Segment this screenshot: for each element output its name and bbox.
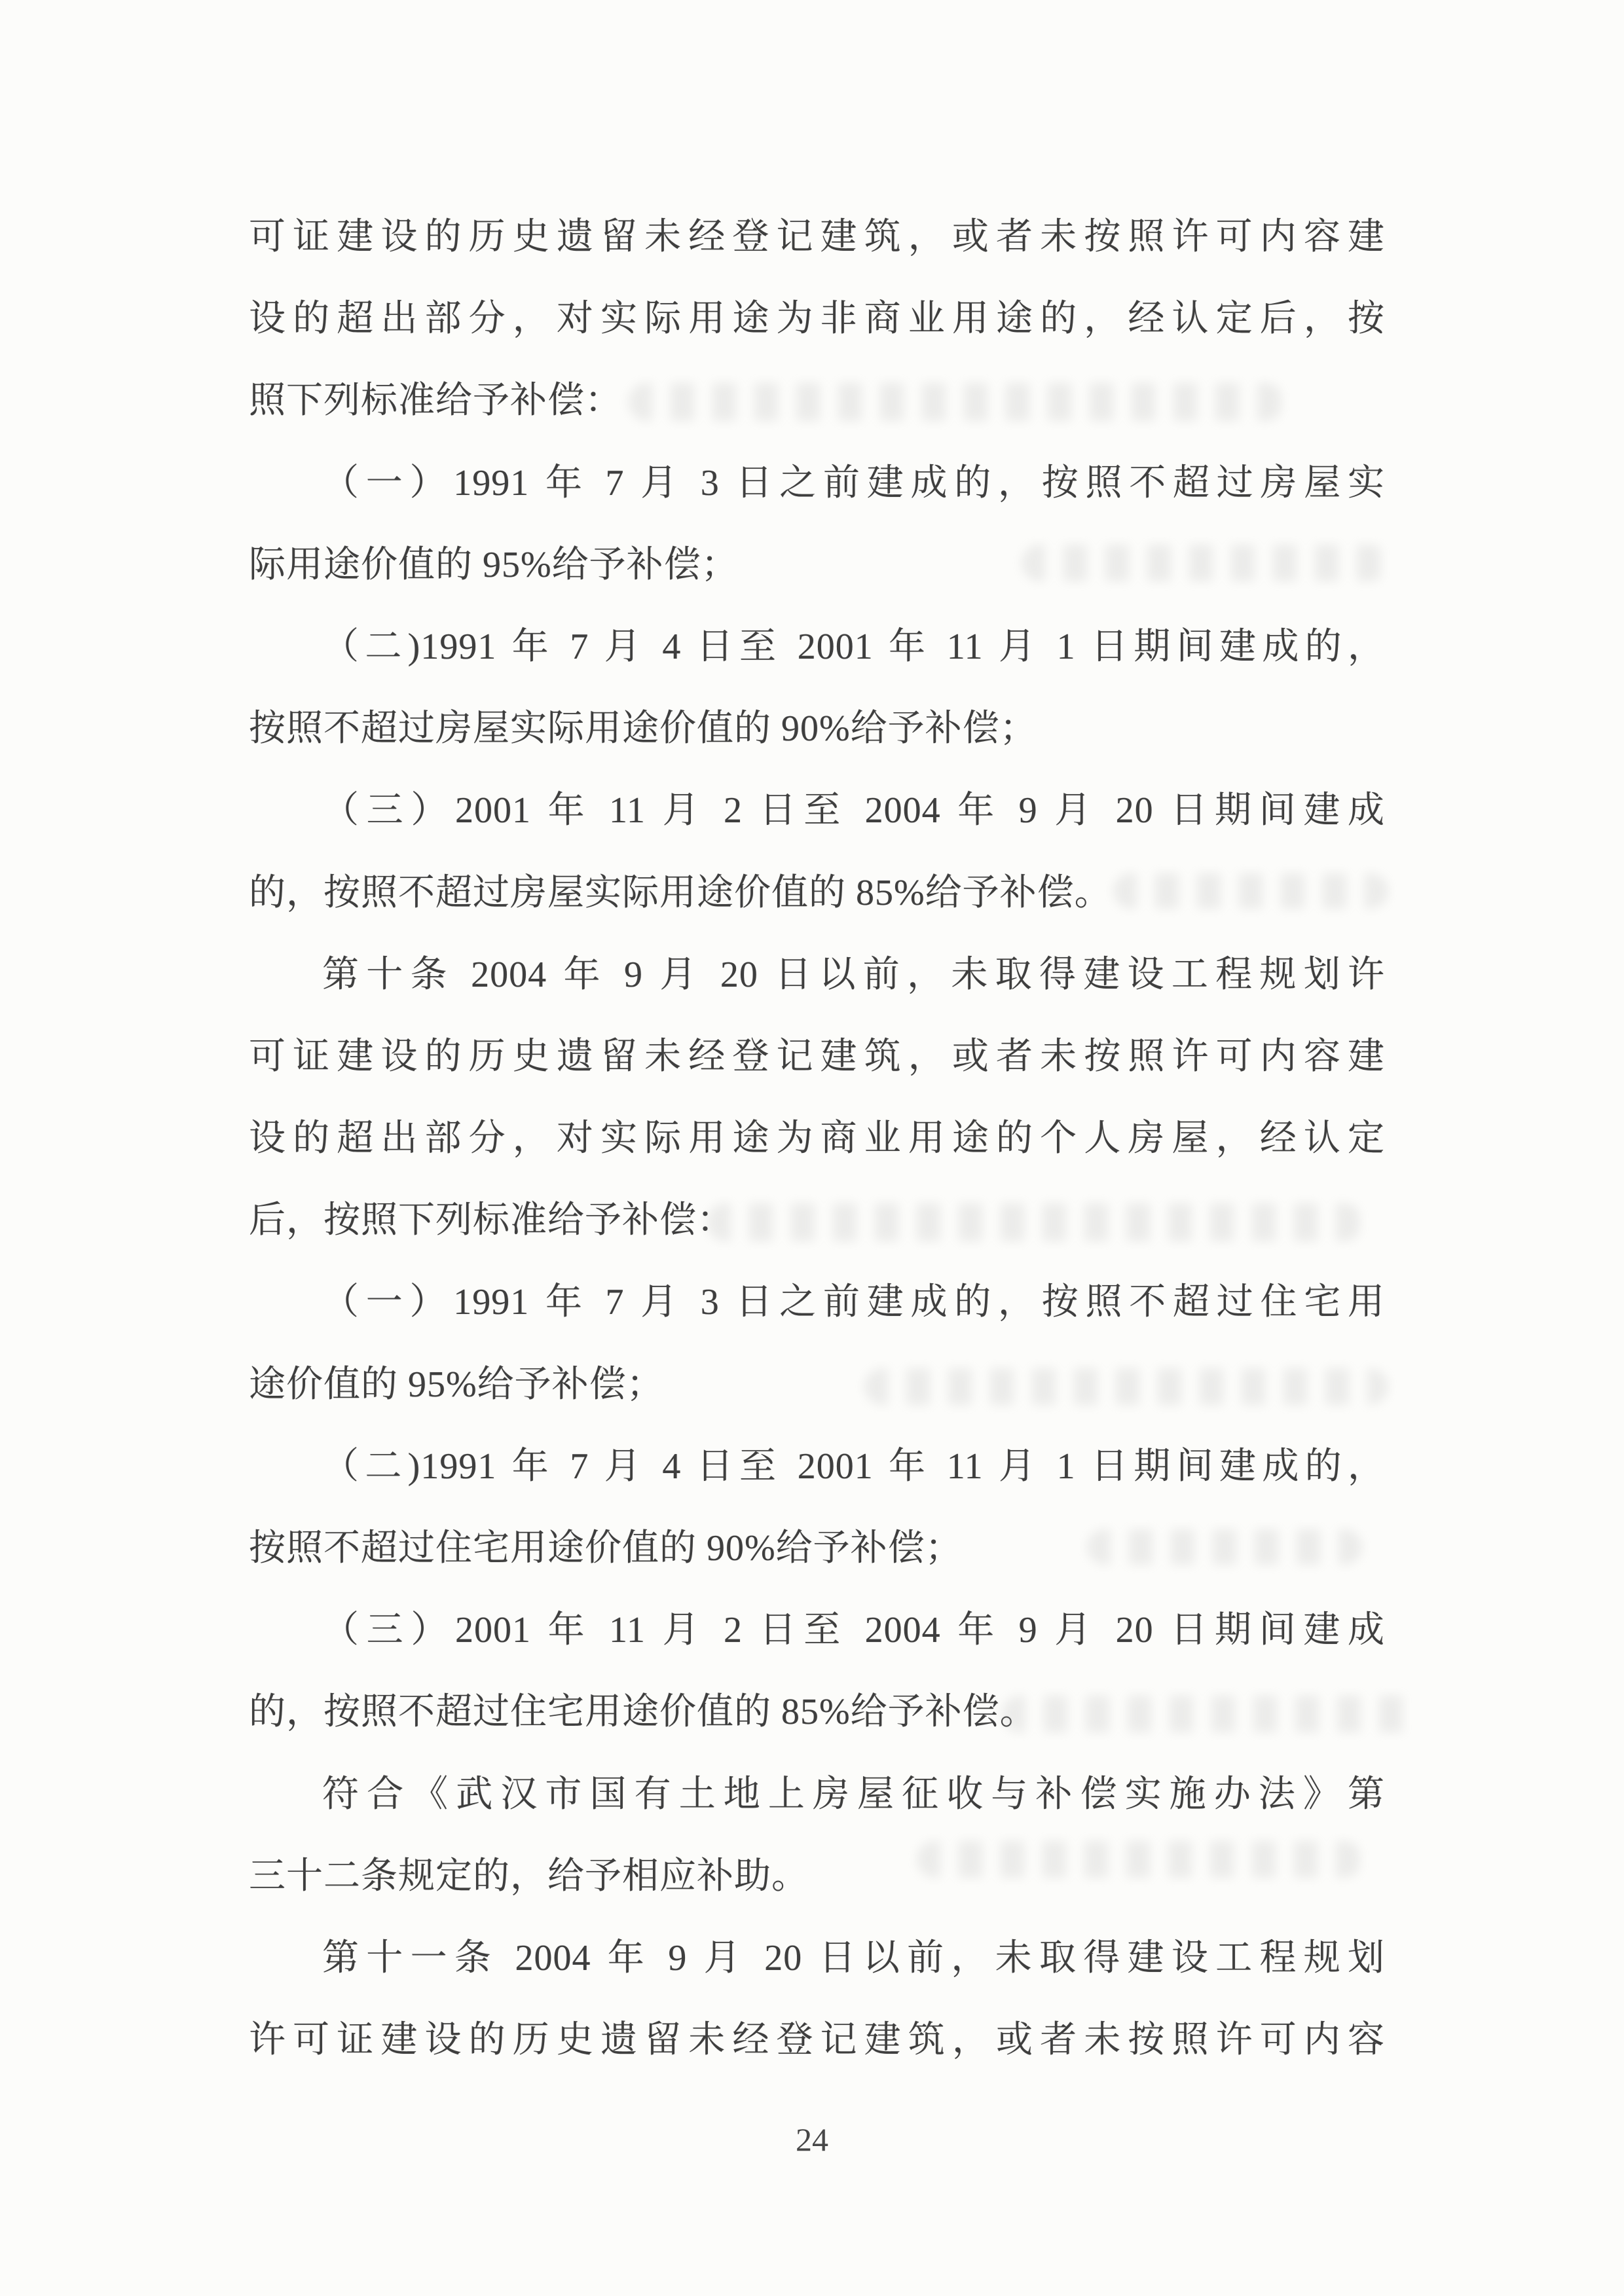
document-line: （三）2001 年 11 月 2 日至 2004 年 9 月 20 日期间建成 (322, 790, 1385, 831)
document-line: 可证建设的历史遗留未经登记建筑，或者未按照许可内容建 (249, 1036, 1385, 1077)
document-line: 按照不超过住宅用途价值的 90%给予补偿； (249, 1528, 963, 1569)
document-line: 的，按照不超过房屋实际用途价值的 85%给予补偿。 (249, 872, 1112, 913)
page-number: 24 (796, 2121, 828, 2158)
document-line: （一）1991 年 7 月 3 日之前建成的，按照不超过房屋实 (322, 462, 1385, 503)
document-line: （二)1991 年 7 月 4 日至 2001 年 11 月 1 日期间建成的， (322, 626, 1385, 667)
document-line: 后，按照下列标准给予补偿： (249, 1200, 734, 1241)
document-line: 照下列标准给予补偿： (249, 380, 622, 422)
document-line: 设的超出部分，对实际用途为非商业用途的，经认定后，按 (249, 299, 1385, 340)
document-line: 可证建设的历史遗留未经登记建筑，或者未按照许可内容建 (249, 217, 1385, 257)
document-line: （二)1991 年 7 月 4 日至 2001 年 11 月 1 日期间建成的， (322, 1446, 1385, 1487)
document-line: （三）2001 年 11 月 2 日至 2004 年 9 月 20 日期间建成 (322, 1610, 1385, 1651)
document-line: （一）1991 年 7 月 3 日之前建成的，按照不超过住宅用 (322, 1282, 1385, 1323)
document-line: 三十二条规定的，给予相应补助。 (249, 1855, 809, 1897)
document-line: 许可证建设的历史遗留未经登记建筑，或者未按照许可内容 (249, 2020, 1385, 2061)
document-body (249, 196, 1385, 2081)
document-line: 第十一条 2004 年 9 月 20 日以前，未取得建设工程规划 (322, 1937, 1385, 1978)
document-line: 符合《武汉市国有土地上房屋征收与补偿实施办法》第 (322, 1774, 1385, 1815)
document-line: 际用途价值的 95%给予补偿； (249, 544, 739, 585)
document-line: 设的超出部分，对实际用途为商业用途的个人房屋，经认定 (249, 1118, 1385, 1159)
document-line: 途价值的 95%给予补偿； (249, 1364, 664, 1405)
document-line: 按照不超过房屋实际用途价值的 90%给予补偿； (249, 708, 1037, 750)
document-line: 第十条 2004 年 9 月 20 日以前，未取得建设工程规划许 (322, 954, 1385, 995)
document-line: 的，按照不超过住宅用途价值的 85%给予补偿。 (249, 1692, 1037, 1733)
